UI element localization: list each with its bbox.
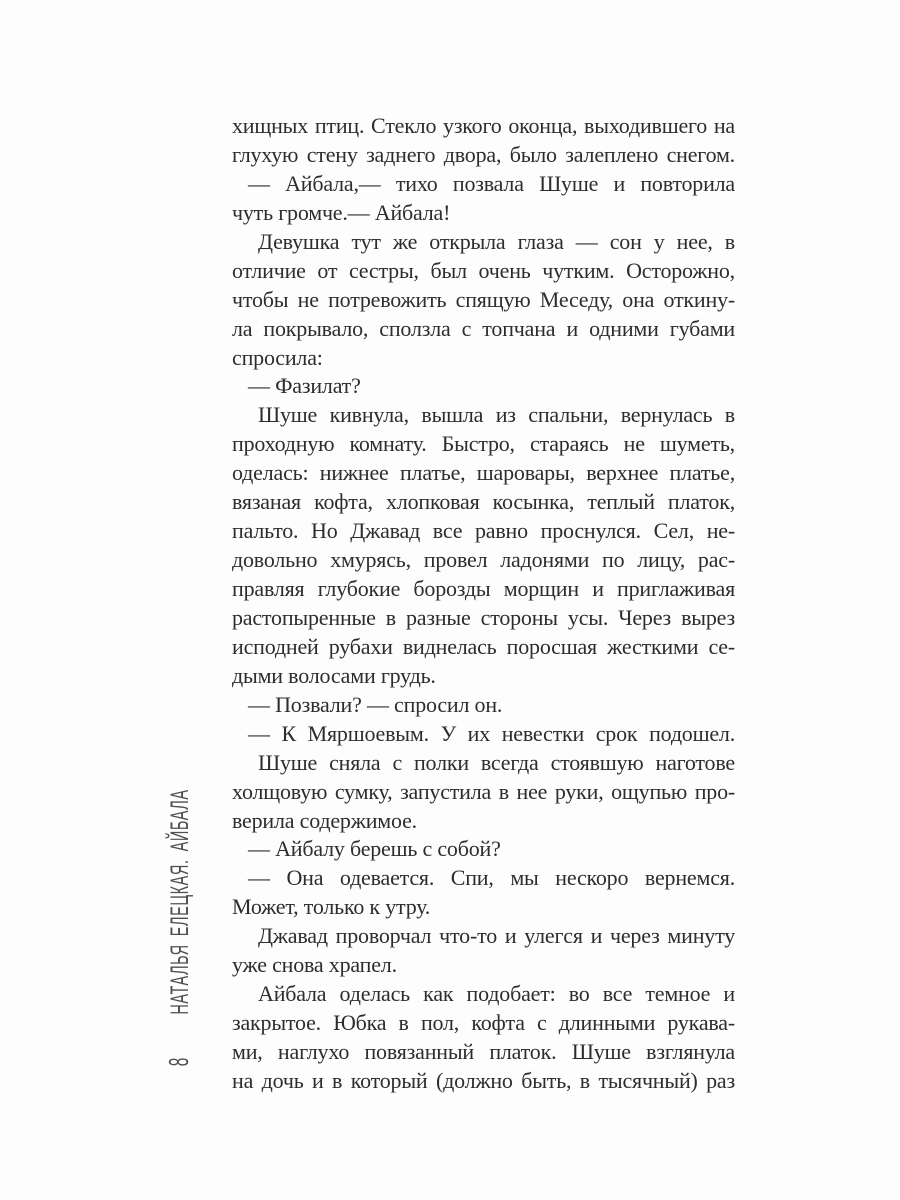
text-line: отличие от сестры, был очень чутким. Осторожно, <box>232 257 735 283</box>
text-line: Джавад проворчал что-то и улегся и через минуту <box>258 923 735 949</box>
text-line: растопыренные в разные стороны усы. Через вырез <box>232 604 735 630</box>
text-line: чтобы не потревожить спящую Меседу, она откину- <box>232 286 735 312</box>
text-line: уже снова храпел. <box>232 952 397 978</box>
text-line: на дочь и в который (должно быть, в тысячный) раз <box>232 1067 735 1093</box>
text-line: ми, наглухо повязанный платок. Шуше взглянула <box>232 1039 735 1064</box>
page-text <box>232 112 735 1096</box>
text-line: оделась: нижнее платье, шаровары, верхнее платье, <box>232 460 735 486</box>
text-line: спросила: <box>232 344 323 370</box>
text-line: — Айбала,— тихо позвала Шуше и повторила <box>248 170 735 196</box>
text-line: вязаная кофта, хлопковая косынка, теплый платок, <box>232 489 735 515</box>
text-line: — Айбалу берешь с собой? <box>248 836 501 862</box>
text-line: верила содержимое. <box>232 807 417 833</box>
text-line: Шуше сняла с полки всегда стоявшую наготове <box>258 749 735 775</box>
text-line: Айбала оделась как подобает: во все темное и <box>258 981 735 1007</box>
text-line: чуть громче.— Айбала! <box>232 199 451 225</box>
text-line: — К Мяршоевым. У их невестки срок подошел. <box>248 720 735 746</box>
text-line: правляя глубокие борозды морщин и приглаживая <box>232 576 735 601</box>
text-line: глухую стену заднего двора, было залеплено снегом. <box>232 141 735 167</box>
text-line: Шуше кивнула, вышла из спальни, вернулась в <box>258 402 735 428</box>
text-line: — Она одевается. Спи, мы нескоро вернемся. <box>248 865 735 891</box>
text-line: Девушка тут же открыла глаза — сон у нее, в <box>258 228 735 254</box>
text-line: хищных птиц. Стекло узкого оконца, выходившего на <box>232 113 735 138</box>
text-line: закрытое. Юбка в пол, кофта с длинными рукава- <box>232 1010 735 1036</box>
text-line: Может, только к утру. <box>232 894 431 920</box>
text-line: дыми волосами грудь. <box>232 662 436 688</box>
text-line: ла покрывало, сползла с топчана и одними губами <box>232 315 735 341</box>
text-line: — Фазилат? <box>248 373 361 399</box>
text-line: довольно хмурясь, провел ладонями по лицу, рас- <box>232 547 735 573</box>
page-number: 8 <box>163 1057 194 1067</box>
text-line: холщовую сумку, запустила в нее руки, ощупью про- <box>232 778 735 804</box>
spine-author-title: НАТАЛЬЯ ЕЛЕЦКАЯ. АЙБАЛА <box>166 789 194 1015</box>
text-line: проходную комнату. Быстро, стараясь не шуметь, <box>232 431 735 457</box>
text-line: пальто. Но Джавад все равно проснулся. Сел, не- <box>232 518 735 544</box>
text-line: — Позвали? — спросил он. <box>248 691 503 717</box>
text-line: исподней рубахи виднелась поросшая жесткими се- <box>232 633 735 659</box>
